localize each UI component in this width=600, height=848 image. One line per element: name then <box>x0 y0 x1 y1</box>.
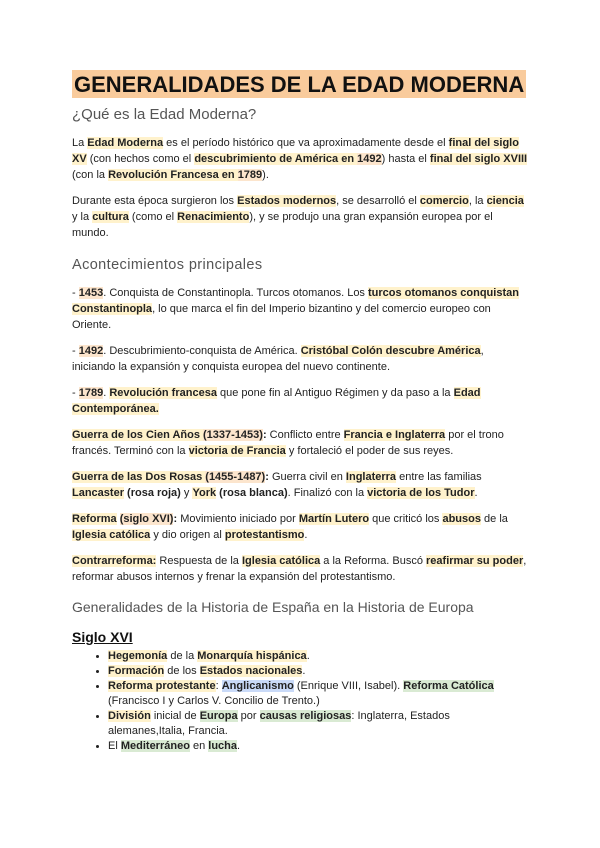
heading-siglo-xvi: Siglo XVI <box>72 629 133 645</box>
intro-paragraph-1: La Edad Moderna es el período histórico que va aproximadamente desde el final del siglo XV (con hechos como el descubrimiento de América en 1492) hasta el final del siglo XVIII (con la Revolución Francesa en 1789). <box>72 137 528 181</box>
event-1492: - 1492. Descubrimiento-conquista de América. Cristóbal Colón descubre América, iniciando la expansión y conquista europea del nuevo continente. <box>72 345 484 373</box>
event-reforma: Reforma (siglo XVI): Movimiento iniciado por Martín Lutero que criticó los abusos de la Iglesia católica y dio origen al protestantismo. <box>72 513 508 541</box>
event-cien-anos: Guerra de los Cien Años (1337-1453): Conflicto entre Francia e Inglaterra por el trono francés. Terminó con la victoria de Francia y fortaleció el poder de sus reyes. <box>72 429 504 457</box>
event-1789: - 1789. Revolución francesa que pone fin al Antiguo Régimen y da paso a la Edad Contemporánea. <box>72 387 481 415</box>
page-title: GENERALIDADES DE LA EDAD MODERNA <box>74 72 525 97</box>
list-item: • El Mediterráneo en lucha. <box>108 739 528 754</box>
heading-generalidades: Generalidades de la Historia de España en la Historia de Europa <box>72 599 474 615</box>
heading-que-es: ¿Qué es la Edad Moderna? <box>72 106 257 123</box>
heading-acontecimientos: Acontecimientos principales <box>72 257 263 273</box>
event-1453: - 1453. Conquista de Constantinopla. Turcos otomanos. Los turcos otomanos conquistan Constantinopla, lo que marca el fin del Imperio bizantino y del comercio europeo con Oriente. <box>72 287 519 331</box>
intro-paragraph-2: Durante esta época surgieron los Estados modernos, se desarrolló el comercio, la ciencia y la cultura (como el Renacimiento), y se produjo una gran expansión europea por el mundo. <box>72 195 524 239</box>
list-item: • Hegemonía de la Monarquía hispánica. <box>108 649 528 664</box>
event-contrarreforma: Contrarreforma: Respuesta de la Iglesia católica a la Reforma. Buscó reafirmar su poder, reformar abusos internos y frenar la expansión del protestantismo. <box>72 555 527 583</box>
list-item: • División inicial de Europa por causas religiosas: Inglaterra, Estados alemanes,Italia, Francia. <box>108 709 528 739</box>
siglo-xvi-list <box>72 649 528 754</box>
list-item: • Formación de los Estados nacionales. <box>108 664 528 679</box>
list-item: • Reforma protestante: Anglicanismo (Enrique VIII, Isabel). Reforma Católica (Francisco I y Carlos V. Concilio de Trento.) <box>108 679 528 709</box>
event-dos-rosas: Guerra de las Dos Rosas (1455-1487): Guerra civil en Inglaterra entre las familias Lancaster (rosa roja) y York (rosa blanca). Finalizó con la victoria de los Tudor. <box>72 471 482 499</box>
